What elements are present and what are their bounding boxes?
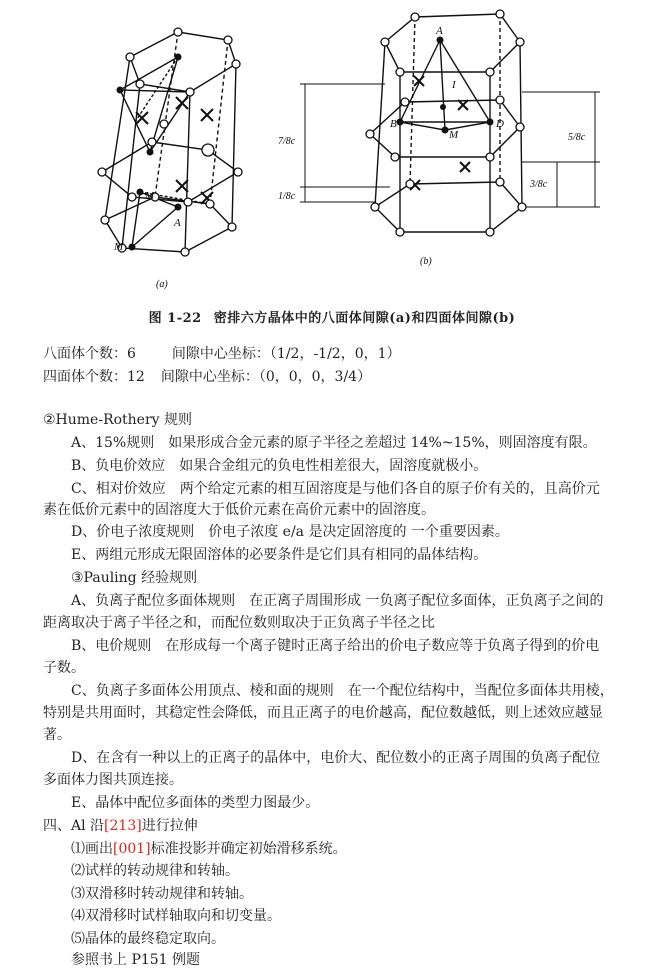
label-A-panel-b: A: [436, 25, 443, 37]
tetrahedral-count-row: [43, 367, 371, 387]
label-1-8c: 1/8c: [278, 191, 296, 202]
pauling-rule-c-line2: 特别是共用面时，其稳定性会降低，而且正离子的电价越高，配位数越低，则上述效应越显: [43, 705, 603, 721]
hume-rothery-title: ②Hume-Rothery 规则: [43, 412, 193, 428]
al-item-1-direction: [001]: [113, 841, 151, 857]
al-item-2: ⑵试样的转动规律和转轴。: [71, 863, 239, 879]
al-title-pre: 四、Al 沿: [43, 818, 105, 834]
octahedral-count-row: [43, 344, 401, 364]
label-panel-a: (a): [156, 279, 168, 290]
label-D: D: [496, 118, 504, 130]
al-item-5: ⑸晶体的最终稳定取向。: [71, 931, 225, 947]
pauling-rule-a-line2: 距离取决于离子半径之和，而配位数则取决于正负离子半径之比: [43, 615, 435, 631]
figure-caption: [0, 307, 664, 326]
pauling-rule-a-line1: A、负离子配位多面体规则 在正离子周围形成 一负离子配位多面体，正负离子之间的: [71, 593, 604, 609]
label-3-8c: 3/8c: [530, 179, 548, 190]
pauling-rule-d-line2: 多面体力图共顶连接。: [43, 772, 183, 788]
label-B: B: [390, 118, 397, 130]
tetrahedral-count: 四面体个数：12: [43, 369, 145, 385]
al-item-4: ⑷双滑移时试样轴取向和切变量。: [71, 908, 281, 924]
al-item-3: ⑶双滑移时转动规律和转轴。: [71, 886, 253, 902]
al-item-1: [71, 839, 347, 859]
label-M-top: M: [145, 190, 155, 202]
al-section-title: [43, 816, 198, 836]
hcp-interstitial-diagram: [60, 2, 620, 312]
hume-rule-c-line1: C、相对价效应 两个给定元素的相互固溶度是与他们各自的原子价有关的，且高价元: [71, 481, 600, 497]
label-M-panel-b: M: [449, 129, 459, 141]
al-tension-direction: [213]: [104, 818, 142, 834]
panel-b-structure: [300, 10, 600, 236]
label-A-panel-a: A: [174, 217, 181, 229]
caption-text: 密排六方晶体中的八面体间隙(a)和四面体间隙(b): [213, 311, 516, 326]
pauling-title: ③Pauling 经验规则: [71, 570, 198, 586]
pauling-rule-e: E、晶体中配位多面体的类型力图最少。: [71, 795, 320, 811]
label-panel-b: (b): [420, 256, 432, 267]
pauling-rule-b-line2: 子数。: [43, 660, 85, 676]
crystal-figure: [60, 2, 620, 312]
tetrahedral-coord: 间隙中心坐标：（0，0，0，3/4）: [160, 369, 372, 385]
octahedral-coord: 间隙中心坐标：（1/2，-1/2，0，1）: [171, 346, 401, 362]
pauling-rule-c-line3: 著。: [43, 727, 71, 743]
octahedral-count: 八面体个数：6: [43, 346, 136, 362]
al-title-post: 进行拉伸: [141, 818, 198, 834]
pauling-rule-b-line1: B、电价规则 在形成每一个离子键时正离子给出的价电子数应等于负离子得到的价电: [71, 638, 600, 654]
al-item-1-pre: ⑴画出: [71, 841, 113, 857]
hume-rule-e: E、两组元形成无限固溶体的必要条件是它们具有相同的晶体结构。: [71, 547, 488, 563]
al-item-1-post: 标准投影并确定初始滑移系统。: [150, 841, 347, 857]
pauling-rule-d-line1: D、在含有一种以上的正离子的晶体中，电价大、配位数小的正离子周围的负离子配位: [71, 750, 601, 766]
hume-rule-a: A、15%规则 如果形成合金元素的原子半径之差超过 14%~15%，则固溶度有限。: [71, 435, 597, 451]
caption-number: 图 1-22: [148, 311, 202, 326]
hume-rule-d: D、价电子浓度规则 价电子浓度 e/a 是决定固溶度的 一个重要因素。: [71, 524, 509, 540]
label-7-8c: 7/8c: [278, 136, 296, 147]
label-M-bottom: M: [114, 241, 124, 253]
label-I: I: [452, 79, 456, 91]
al-reference: 参照书上 P151 例题: [71, 952, 201, 968]
hume-rule-c-line2: 素在低价元素中的固溶度大于低价元素在高价元素中的固溶度。: [43, 502, 435, 518]
hume-rule-b: B、负电价效应 如果合金组元的负电性相差很大，固溶度就极小。: [71, 458, 488, 474]
label-5-8c: 5/8c: [568, 132, 586, 143]
pauling-rule-c-line1: C、负离子多面体公用顶点、棱和面的规则 在一个配位结构中，当配位多面体共用棱，: [71, 683, 614, 699]
panel-a-structure: [98, 28, 242, 256]
